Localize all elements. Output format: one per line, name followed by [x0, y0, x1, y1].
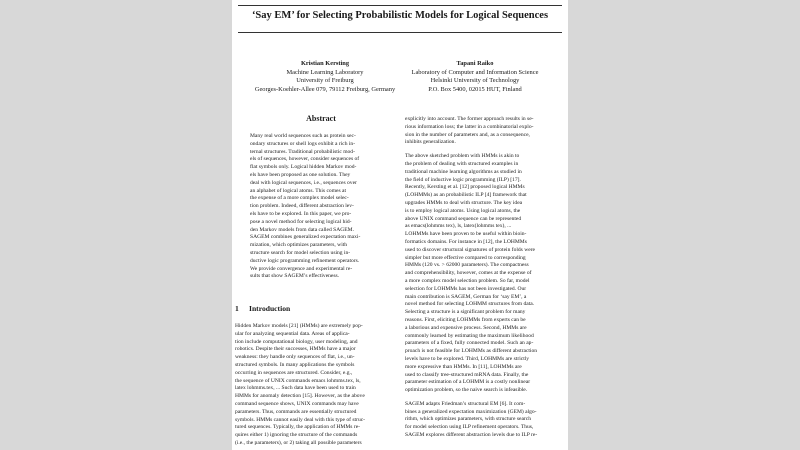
text-line: structure search for model selection using in- [250, 249, 351, 256]
text-line: els have been proposed as one solution. They [250, 171, 351, 178]
text-line: SAGEM combines generalized expectation maxi- [250, 234, 361, 241]
text-line: and comprehensibility, however, comes at the expense of [405, 270, 532, 277]
text-line: ductive logic programming refinement operators. [250, 257, 360, 264]
text-line: flat symbols only. Logical hidden Markov mod- [250, 164, 357, 171]
text-line: HMMs for anomaly detection [15]. However, as the above [235, 393, 365, 400]
text-line: deal with logical sequences, i.e., sequences over [250, 179, 357, 186]
text-line: more expressive than HMMs. In [11], LOHMMs are [405, 363, 522, 370]
abstract-body [250, 133, 394, 281]
text-line: quires either 1) ignoring the structure of the commands [235, 432, 358, 439]
text-line: used to discover structural signatures of protein folds were [405, 246, 536, 253]
text-line: rious information loss; the latter in a combinatorial explo- [405, 123, 534, 130]
author-affiliation: Machine Learning Laboratory [286, 68, 364, 76]
text-line: tion include computational biology, user modeling, and [235, 338, 358, 345]
text-line: upgrades HMMs to deal with structure. The key idea [405, 199, 523, 206]
text-line: structured symbols. In many applications the symbols [235, 361, 355, 368]
text-line: parameter estimation of a LOHMM is a costly nonlinear [405, 379, 531, 386]
text-line: explicitly into account. The former approach results in se- [405, 116, 534, 122]
author-block-2 [400, 60, 550, 94]
text-line: selection for LOHMMs has not been investigated. Our [405, 285, 527, 292]
author-name: Kristian Kersting [300, 60, 350, 67]
top-rule [238, 5, 562, 6]
text-line: command sequence shows, UNIX commands may have [235, 400, 359, 407]
text-line: rithm, which optimizes parameters, with structure search [405, 416, 531, 423]
author-affiliation: Georges-Koehler-Allee 079, 79112 Freiburg, Germany [254, 85, 396, 93]
text-line: novel method for selecting LOHMM structures from data. [405, 301, 535, 308]
author-affiliation: Laboratory of Computer and Information Science [411, 68, 539, 76]
text-line: parameters. Thus, commands are essentially structured [235, 408, 357, 415]
section-heading [235, 304, 290, 313]
text-line: an alphabet of logical atoms. This comes at [250, 187, 347, 194]
text-line: reasons. First, eliciting LOHMMs from experts can be [405, 316, 526, 323]
author-affiliation: University of Freiburg [296, 77, 354, 85]
text-line: main contribution is SAGEM, German for ‘say EM’, a [405, 293, 527, 300]
text-line: The above sketched problem with HMMs is akin to [405, 153, 520, 160]
text-line: (LOHMMs) as an probabilistic ILP [4] framework that [405, 192, 527, 199]
abstract-heading: Abstract [306, 114, 336, 123]
text-line: used to classify tree-structured mRNA data. Finally, the [405, 371, 529, 378]
text-line: ternal structures. Traditional probabilistic mod- [250, 148, 355, 155]
text-line: Selecting a structure is a significant problem for many [405, 309, 526, 316]
paper-page [232, 0, 568, 450]
text-line: traditional machine learning algorithms as studied in [405, 168, 522, 175]
text-line: is to employ logical atoms. Using logical atoms, the [405, 207, 521, 214]
right-background [568, 0, 800, 450]
section-title: Introduction [249, 304, 291, 313]
text-line: We provide convergence and experimental re- [250, 265, 353, 272]
text-line: the field of inductive logic programming (ILP) [17]. [405, 176, 521, 183]
text-line: optimization problem, so the naive search is infeasible. [405, 387, 528, 394]
text-line: sults that show SAGEM’s effectiveness. [250, 273, 340, 280]
introduction-body [235, 323, 401, 448]
text-line: the sequence of UNIX commands emacs lohmms.tex, ls, [235, 377, 361, 384]
text-line: Many real world sequences such as protein sec- [250, 133, 356, 139]
text-line: inhibits generalization. [405, 139, 456, 146]
paper-title: ‘Say EM’ for Selecting Probabilistic Models for Logical Sequences [251, 10, 549, 21]
author-name: Tapani Raiko [456, 60, 494, 67]
text-line: pose a novel method for selecting logical hid- [250, 218, 352, 225]
text-line: as emacs(lohmms tex), ls, latex(lohmms tex), ... [405, 223, 512, 230]
text-line: for model selection using ILP refinement operators. Thus, [405, 424, 534, 431]
text-line: robotics. Despite their successes, HMMs have a major [235, 346, 356, 353]
text-line: a more complex model selection problem. So far, model [405, 277, 530, 284]
text-line: ondary structures or shell logs exhibit a rich in- [250, 140, 356, 147]
author-affiliation: P.O. Box 5400, 02015 HUT, Finland [428, 85, 522, 93]
left-background [0, 0, 232, 450]
author-affiliation: Helsinki University of Technology [430, 77, 520, 85]
text-line: (i.e., the parameters), or 2) taking all possible parameters [235, 439, 362, 446]
text-line: Hidden Markov models [21] (HMMs) are extremely pop- [235, 323, 363, 329]
text-line: bines a generalized expectation maximization (GEM) algo- [405, 408, 537, 415]
text-line: sion in the number of parameters and, as a consequence, [405, 131, 530, 138]
text-line: SAGEM explores different abstraction levels due to ILP re- [405, 432, 538, 439]
text-line: commonly learned by estimating the maximum likelihood [405, 332, 534, 339]
text-line: tured sequences. Typically, the application of HMMs re- [235, 424, 360, 431]
text-line: mization, which optimizes parameters, with [250, 242, 348, 249]
text-line: HMMs (120 vs. > 62000 parameters). The compactness [405, 262, 529, 269]
text-line: levels have to be explored. Third, LOHMMs are strictly [405, 355, 530, 362]
text-line: the expense of a more complex model selec- [250, 195, 349, 202]
text-line: formatics domains. For instance in [12], the LOHMMs [405, 238, 527, 245]
text-line: parameters of a fixed, fully connected model. Such an ap- [405, 340, 534, 347]
text-line: els of sequences, however, consider sequences of [250, 156, 360, 163]
text-line: simpler but more effective compared to corresponding [405, 254, 526, 261]
text-line: above UNIX command sequence can be represented [405, 215, 522, 222]
text-line: ular for analyzing sequential data. Areas of applica- [235, 330, 350, 337]
text-line: LOHMMs have been proven to be useful within bioin- [405, 231, 527, 238]
text-line: the problem of dealing with structured examples in [405, 160, 519, 167]
text-line: a laborious and expensive process. Second, HMMs are [405, 324, 527, 331]
section-number: 1 [235, 304, 239, 313]
text-line: den Markov models from data called SAGEM. [250, 226, 354, 233]
author-block-1 [250, 60, 400, 94]
right-column-body [405, 116, 565, 440]
text-line: els have to be explored. In this paper, we pro- [250, 210, 352, 217]
text-line: weakness: they handle only sequences of flat, i.e., un- [235, 354, 355, 361]
text-line: symbols. HMMs cannot easily deal with this type of struc- [235, 416, 366, 423]
text-line: latex lohmms.tex, ... Such data have been used to train [235, 385, 356, 392]
text-line: occurring in sequences are structured. Consider, e.g., [235, 369, 353, 376]
text-line: SAGEM adapts Friedman’s structural EM [6]. It com- [405, 400, 526, 407]
text-line: Recently, Kersting et al. [12] proposed logical HMMs [405, 184, 525, 191]
text-line: tion problem. Indeed, different abstraction lev- [250, 203, 354, 210]
text-line: proach is not feasible for LOHMMs as different abstraction [405, 348, 538, 355]
title-rule [238, 32, 562, 33]
